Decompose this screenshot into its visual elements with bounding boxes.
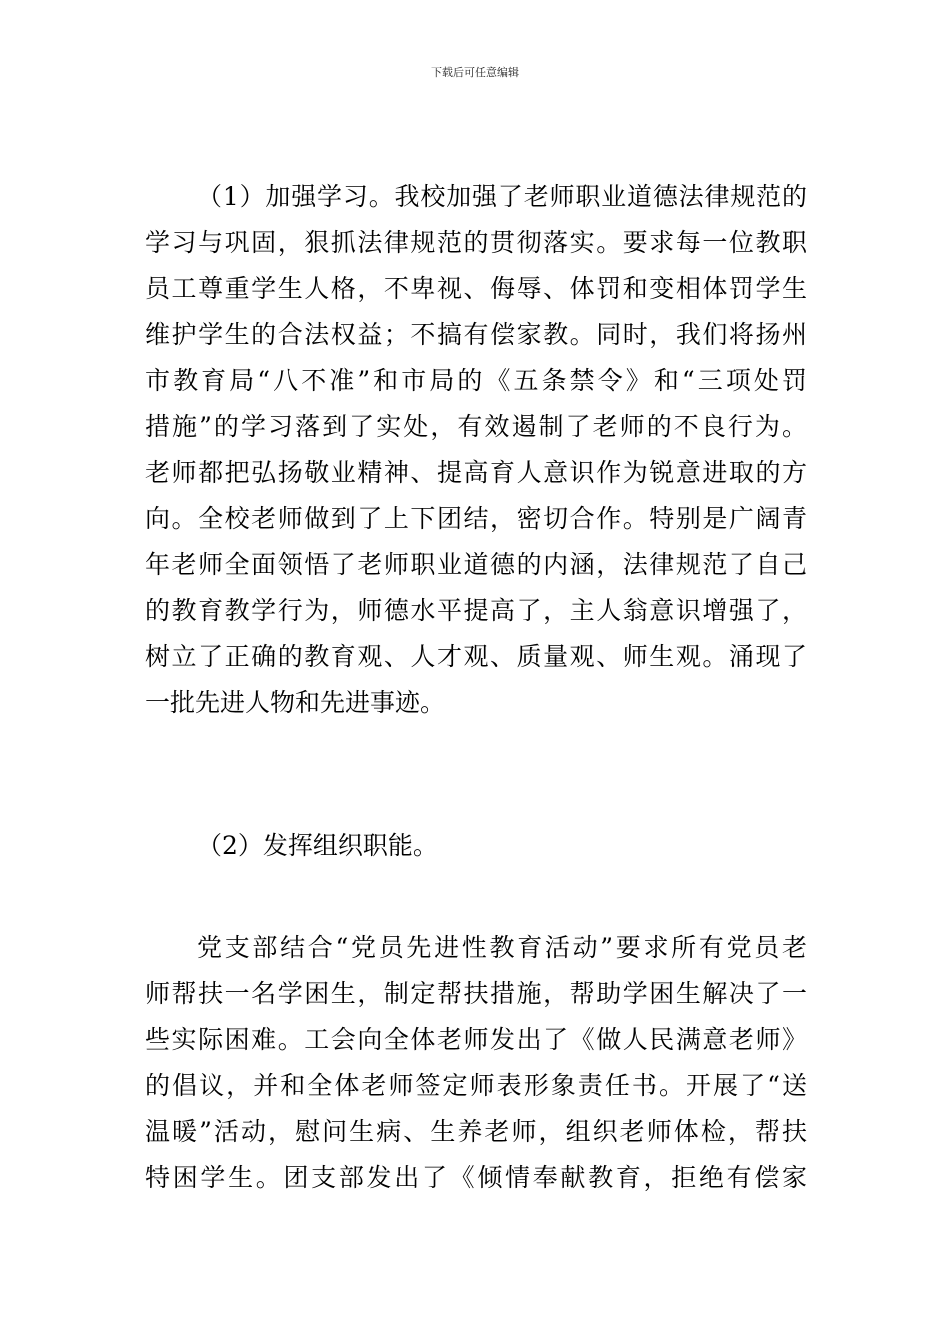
text-line: 的倡议，并和全体老师签定师表形象责任书。开展了“送 bbox=[145, 1071, 807, 1100]
section-heading: （2）发挥组织职能。 bbox=[197, 831, 438, 860]
paragraph-2 bbox=[145, 823, 807, 869]
paragraph-1 bbox=[145, 174, 807, 726]
text-line: 温暖”活动，慰问生病、生养老师，组织老师体检，帮扶 bbox=[145, 1117, 807, 1146]
text-line: 市教育局“八不准”和市局的《五条禁令》和“三项处罚 bbox=[145, 366, 807, 395]
text-line: 特困学生。团支部发出了《倾情奉献教育，拒绝有偿家 bbox=[145, 1163, 807, 1192]
page-header: 下载后可任意编辑 bbox=[431, 66, 519, 79]
text-line: 措施”的学习落到了实处，有效遏制了老师的不良行为。 bbox=[145, 412, 807, 441]
text-line: 员工尊重学生人格，不卑视、侮辱、体罚和变相体罚学生 bbox=[145, 274, 807, 303]
text-line: 学习与巩固，狠抓法律规范的贯彻落实。要求每一位教职 bbox=[145, 228, 807, 257]
text-line: 些实际困难。工会向全体老师发出了《做人民满意老师》 bbox=[145, 1025, 807, 1054]
text-line: 年老师全面领悟了老师职业道德的内涵，法律规范了自己 bbox=[145, 550, 807, 579]
text-line: 老师都把弘扬敬业精神、提高育人意识作为锐意进取的方 bbox=[145, 458, 807, 487]
text-line: （1）加强学习。我校加强了老师职业道德法律规范的 bbox=[197, 182, 807, 211]
text-line: 维护学生的合法权益；不搞有偿家教。同时，我们将扬州 bbox=[145, 320, 807, 349]
text-line: 向。全校老师做到了上下团结，密切合作。特别是广阔青 bbox=[145, 504, 807, 533]
text-line: 一批先进人物和先进事迹。 bbox=[145, 688, 446, 717]
text-line: 党支部结合“党员先进性教育活动”要求所有党员老 bbox=[197, 933, 807, 962]
text-line: 树立了正确的教育观、人才观、质量观、师生观。涌现了 bbox=[145, 642, 807, 671]
text-line: 的教育教学行为，师德水平提高了，主人翁意识增强了， bbox=[145, 596, 807, 625]
text-line: 师帮扶一名学困生，制定帮扶措施，帮助学困生解决了一 bbox=[145, 979, 807, 1008]
paragraph-3 bbox=[145, 925, 807, 1201]
